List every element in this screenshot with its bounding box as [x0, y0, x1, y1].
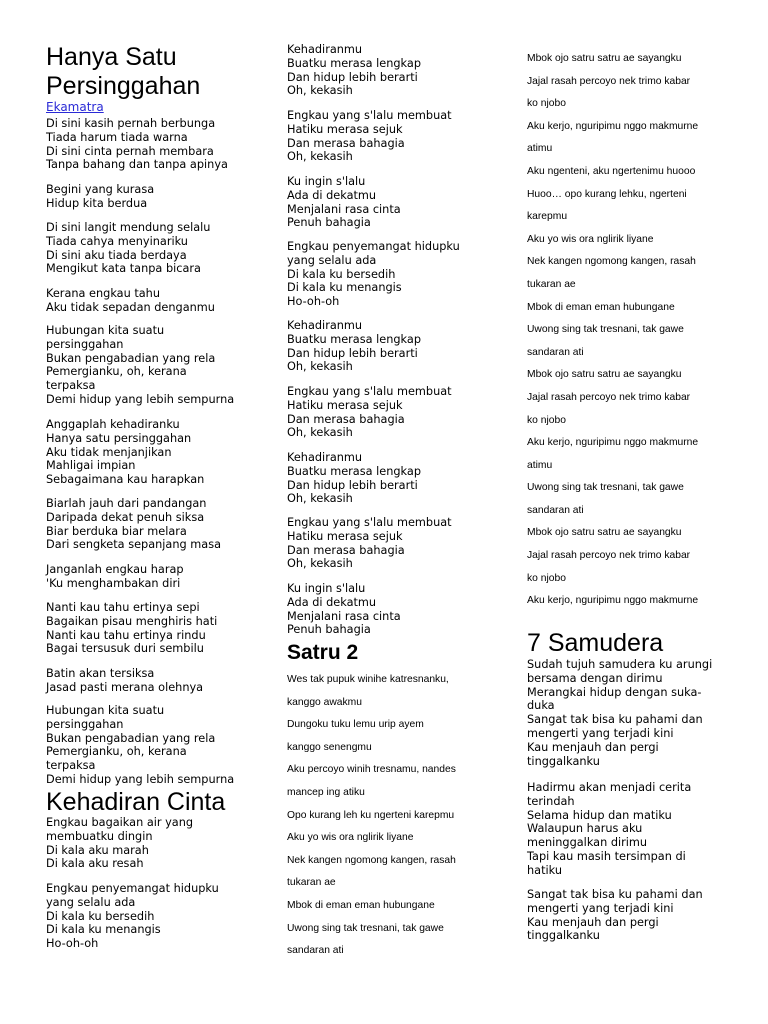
lyric-line: Oh, kekasih — [287, 492, 353, 506]
artist-link[interactable]: Ekamatra — [46, 100, 104, 114]
lyric-line: Di kala aku resah — [46, 857, 144, 871]
lyric-line: Engkau yang s'lalu membuat — [287, 516, 452, 529]
lyric-line: Janganlah engkau harap — [46, 563, 184, 576]
lyric-line: mancep ing atiku — [287, 786, 365, 798]
lyric-line: Tapi kau masih tersimpan di — [527, 849, 686, 863]
lyric-line: Opo kurang leh ku ngerteni karepmu — [287, 809, 455, 821]
lyric-line: sandaran ati — [287, 945, 344, 957]
lyric-line: Demi hidup yang lebih sempurna — [46, 772, 235, 786]
lyric-line: Nanti kau tahu ertinya sepi — [46, 601, 200, 614]
stanza — [287, 385, 452, 440]
lyric-line: Oh, kekasih — [287, 84, 353, 98]
stanza — [287, 451, 421, 506]
stanza — [287, 109, 452, 164]
lyric-line: Bukan pengabadian yang rela — [46, 351, 216, 365]
lyric-line: sandaran ati — [527, 346, 584, 358]
lyric-line: Walaupun harus aku — [527, 822, 643, 836]
stanza — [46, 563, 184, 591]
lyric-line: Demi hidup yang lebih sempurna — [46, 392, 235, 406]
lyric-line: Uwong sing tak tresnani, tak gawe — [527, 482, 684, 494]
lyric-line: sandaran ati — [527, 504, 584, 516]
lyric-line: Sangat tak bisa ku pahami dan — [527, 888, 703, 901]
lyric-line: hatiku — [527, 863, 563, 877]
lyric-line: Wes tak pupuk winihe katresnanku, — [287, 674, 449, 685]
lyric-line: Di kala ku menangis — [287, 281, 402, 295]
stanza — [46, 324, 234, 407]
lyric-line: Jajal rasah percoyo nek trimo kabar — [527, 75, 691, 87]
lyric-line: Dan hidup lebih berarti — [287, 70, 418, 84]
lyric-line: Uwong sing tak tresnani, tak gawe — [287, 922, 444, 934]
lyrics-satru-2-part-1 — [287, 669, 456, 963]
stanza — [46, 117, 228, 172]
lyric-line: tinggalkanku — [527, 929, 600, 943]
lyric-line: Aku percoyo winih tresnamu, nandes — [287, 764, 456, 776]
lyric-line: Mbok ojo satru satru ae sayangku — [527, 369, 682, 381]
song-title-kehadiran-cinta: Kehadiran Cinta — [46, 788, 226, 816]
stanza — [287, 43, 421, 98]
stanza — [46, 704, 234, 787]
lyric-line: Di kala ku bersedih — [46, 909, 155, 923]
lyric-line: Dan merasa bahagia — [287, 136, 405, 150]
lyric-line: mengerti yang terjadi kini — [527, 901, 674, 915]
stanza — [287, 582, 401, 637]
lyric-line: Engkau penyemangat hidupku — [287, 240, 460, 253]
lyric-line: Dan merasa bahagia — [287, 543, 405, 557]
lyric-line: Mbok ojo satru satru ae sayangku — [527, 527, 682, 539]
lyric-line: Batin akan tersiksa — [46, 667, 155, 680]
lyric-line: ko njobo — [527, 572, 566, 584]
lyric-line: Buatku merasa lengkap — [287, 332, 421, 346]
stanza — [46, 497, 221, 552]
stanza — [46, 221, 210, 276]
lyric-line: Biar berduka biar melara — [46, 524, 187, 538]
lyric-line: Pemergianku, oh, kerana — [46, 745, 187, 759]
lyric-line: Di kala ku bersedih — [287, 267, 396, 281]
lyric-line: Aku yo wis ora nglirik liyane — [527, 233, 654, 245]
lyric-line: Dari sengketa sepanjang masa — [46, 538, 222, 552]
lyric-line: Engkau bagaikan air yang — [46, 816, 194, 829]
lyric-line: Engkau yang s'lalu membuat — [287, 109, 452, 122]
lyric-line: Ho-oh-oh — [46, 937, 99, 951]
lyric-line: Dungoku tuku lemu urip ayem — [287, 719, 424, 731]
lyric-line: Mbok di eman eman hubungane — [287, 899, 435, 911]
lyric-line: Di sini cinta pernah membara — [46, 144, 214, 158]
lyric-line: Uwong sing tak tresnani, tak gawe — [527, 324, 684, 336]
stanza — [287, 319, 421, 374]
stanza — [46, 667, 203, 695]
lyric-line: Ho-oh-oh — [287, 295, 340, 309]
lyric-line: Hubungan kita suatu — [46, 704, 165, 717]
lyric-line: Nanti kau tahu ertinya rindu — [46, 628, 206, 642]
lyric-line: Aku ngenteni, aku ngertenimu huooo — [527, 165, 696, 177]
stanza — [287, 175, 401, 230]
lyric-line: Bukan pengabadian yang rela — [46, 731, 216, 745]
lyric-line: Penuh bahagia — [287, 623, 371, 637]
lyric-line: Oh, kekasih — [287, 360, 353, 374]
lyric-line: Kau menjauh dan pergi — [527, 740, 659, 754]
lyric-line: Oh, kekasih — [287, 557, 353, 571]
lyric-line: 'Ku menghambakan diri — [46, 576, 181, 590]
lyric-line: Selama hidup dan matiku — [527, 808, 672, 822]
stanza — [287, 240, 460, 309]
lyric-line: Nek kangen ngomong kangen, rasah — [527, 256, 696, 268]
lyric-line: yang selalu ada — [46, 895, 136, 909]
lyric-line: Menjalani rasa cinta — [287, 609, 401, 623]
lyric-line: Tiada cahya menyinariku — [46, 234, 188, 248]
lyric-line: Huoo… opo kurang lehku, ngerteni — [527, 188, 687, 200]
lyric-line: Jajal rasah percoyo nek trimo kabar — [527, 550, 691, 562]
lyric-line: mengerti yang terjadi kini — [527, 726, 674, 740]
lyric-line: Aku kerjo, nguripimu nggo makmurne — [527, 595, 699, 607]
lyric-line: atimu — [527, 143, 553, 155]
lyric-line: Di sini kasih pernah berbunga — [46, 117, 216, 130]
lyric-line: Sebagaimana kau harapkan — [46, 473, 205, 487]
lyric-line: Buatku merasa lengkap — [287, 56, 421, 70]
song-title-satru-2: Satru 2 — [287, 641, 359, 664]
lyric-line: Dan hidup lebih berarti — [287, 478, 418, 492]
lyric-line: Engkau yang s'lalu membuat — [287, 385, 452, 398]
lyric-line: Hidup kita berdua — [46, 196, 148, 210]
song-title-7-samudera: 7 Samudera — [527, 629, 664, 657]
lyric-line: Mbok di eman eman hubungane — [527, 301, 675, 313]
lyric-line: ko njobo — [527, 98, 566, 110]
stanza — [527, 888, 703, 943]
lyric-line: Hadirmu akan menjadi cerita — [527, 781, 692, 794]
lyric-line: Begini yang kurasa — [46, 183, 155, 196]
lyric-line: persinggahan — [46, 337, 124, 351]
lyric-line: Ada di dekatmu — [287, 595, 377, 609]
lyric-line: Tiada harum tiada warna — [46, 130, 188, 144]
lyric-line: Di kala aku marah — [46, 843, 149, 857]
stanza — [46, 816, 193, 871]
stanza — [46, 882, 219, 951]
lyric-line: Oh, kekasih — [287, 426, 353, 440]
lyric-line: Hanya satu persinggahan — [46, 431, 192, 445]
lyric-line: Mengikut kata tanpa bicara — [46, 262, 201, 276]
lyric-line: Sangat tak bisa ku pahami dan — [527, 713, 703, 727]
lyric-line: Aku kerjo, nguripimu nggo makmurne — [527, 437, 699, 449]
song-title-hanya-satu-persinggahan — [46, 43, 200, 101]
lyric-line: Jajal rasah percoyo nek trimo kabar — [527, 391, 691, 403]
lyric-line: Dan merasa bahagia — [287, 412, 405, 426]
lyric-line: Aku yo wis ora nglirik liyane — [287, 832, 414, 844]
lyric-line: Di sini aku tiada berdaya — [46, 248, 187, 262]
lyric-line: Mbok ojo satru satru ae sayangku — [527, 53, 682, 64]
title-line-1: Hanya Satu — [46, 43, 177, 71]
lyric-line: Hubungan kita suatu — [46, 324, 165, 337]
lyric-line: Biarlah jauh dari pandangan — [46, 497, 207, 510]
title-line-2: Persinggahan — [46, 72, 201, 100]
lyric-line: Hatiku merasa sejuk — [287, 529, 403, 543]
lyric-line: Menjalani rasa cinta — [287, 202, 401, 216]
lyric-line: bersama dengan dirimu — [527, 671, 663, 685]
lyric-line: Nek kangen ngomong kangen, rasah — [287, 854, 456, 866]
lyric-line: Bagai tersusuk duri sembilu — [46, 642, 204, 656]
lyric-line: Di kala ku menangis — [46, 923, 161, 937]
lyric-line: Merangkai hidup dengan suka- — [527, 685, 702, 699]
stanza — [46, 418, 204, 487]
lyric-line: Daripada dekat penuh siksa — [46, 510, 205, 524]
lyric-line: duka — [527, 699, 555, 713]
lyric-line: Aku tidak sepadan denganmu — [46, 300, 215, 314]
lyric-line: Sudah tujuh samudera ku arungi — [527, 658, 713, 671]
stanza — [287, 516, 452, 571]
lyric-line: yang selalu ada — [287, 253, 377, 267]
stanza — [46, 287, 215, 315]
lyric-line: Ku ingin s'lalu — [287, 175, 366, 188]
lyric-line: atimu — [527, 459, 553, 471]
lyric-line: meninggalkan dirimu — [527, 836, 648, 850]
lyric-line: Buatku merasa lengkap — [287, 464, 421, 478]
lyric-line: persinggahan — [46, 717, 124, 731]
lyric-line: tukaran ae — [527, 278, 576, 290]
lyric-line: Kehadiranmu — [287, 319, 363, 332]
lyric-line: kanggo senengmu — [287, 741, 372, 753]
lyric-line: Engkau penyemangat hidupku — [46, 882, 219, 895]
lyric-line: Oh, kekasih — [287, 150, 353, 164]
lyric-line: membuatku dingin — [46, 829, 153, 843]
lyric-line: Hatiku merasa sejuk — [287, 122, 403, 136]
lyric-line: Aku tidak menjanjikan — [46, 445, 172, 459]
stanza — [527, 658, 712, 768]
lyric-line: Ku ingin s'lalu — [287, 582, 366, 595]
lyric-line: Pemergianku, oh, kerana — [46, 365, 187, 379]
lyrics-satru-2-part-2 — [527, 48, 698, 613]
lyric-line: ko njobo — [527, 414, 566, 426]
lyric-line: Hatiku merasa sejuk — [287, 398, 403, 412]
lyric-line: Aku kerjo, nguripimu nggo makmurne — [527, 120, 699, 132]
stanza — [46, 601, 217, 656]
lyric-line: Kau menjauh dan pergi — [527, 915, 659, 929]
lyric-line: Kehadiranmu — [287, 451, 363, 464]
lyric-line: Penuh bahagia — [287, 216, 371, 230]
lyric-line: Anggaplah kehadiranku — [46, 418, 180, 431]
lyric-line: Di sini langit mendung selalu — [46, 221, 211, 234]
stanza — [527, 781, 691, 878]
lyric-line: Ada di dekatmu — [287, 188, 377, 202]
lyric-line: terpaksa — [46, 759, 96, 773]
lyric-line: Dan hidup lebih berarti — [287, 346, 418, 360]
lyric-line: Mahligai impian — [46, 459, 136, 473]
lyric-line: Tanpa bahang dan tanpa apinya — [46, 158, 228, 172]
lyric-line: terpaksa — [46, 379, 96, 393]
lyric-line: tukaran ae — [287, 877, 336, 889]
lyric-line: terindah — [527, 794, 575, 808]
lyric-line: kanggo awakmu — [287, 696, 362, 708]
stanza — [46, 183, 154, 211]
lyric-line: karepmu — [527, 211, 568, 223]
lyric-line: Kehadiranmu — [287, 43, 363, 56]
lyric-line: Jasad pasti merana olehnya — [46, 680, 204, 694]
lyric-line: Bagaikan pisau menghiris hati — [46, 614, 218, 628]
lyric-line: Kerana engkau tahu — [46, 287, 161, 300]
lyric-line: tinggalkanku — [527, 754, 600, 768]
